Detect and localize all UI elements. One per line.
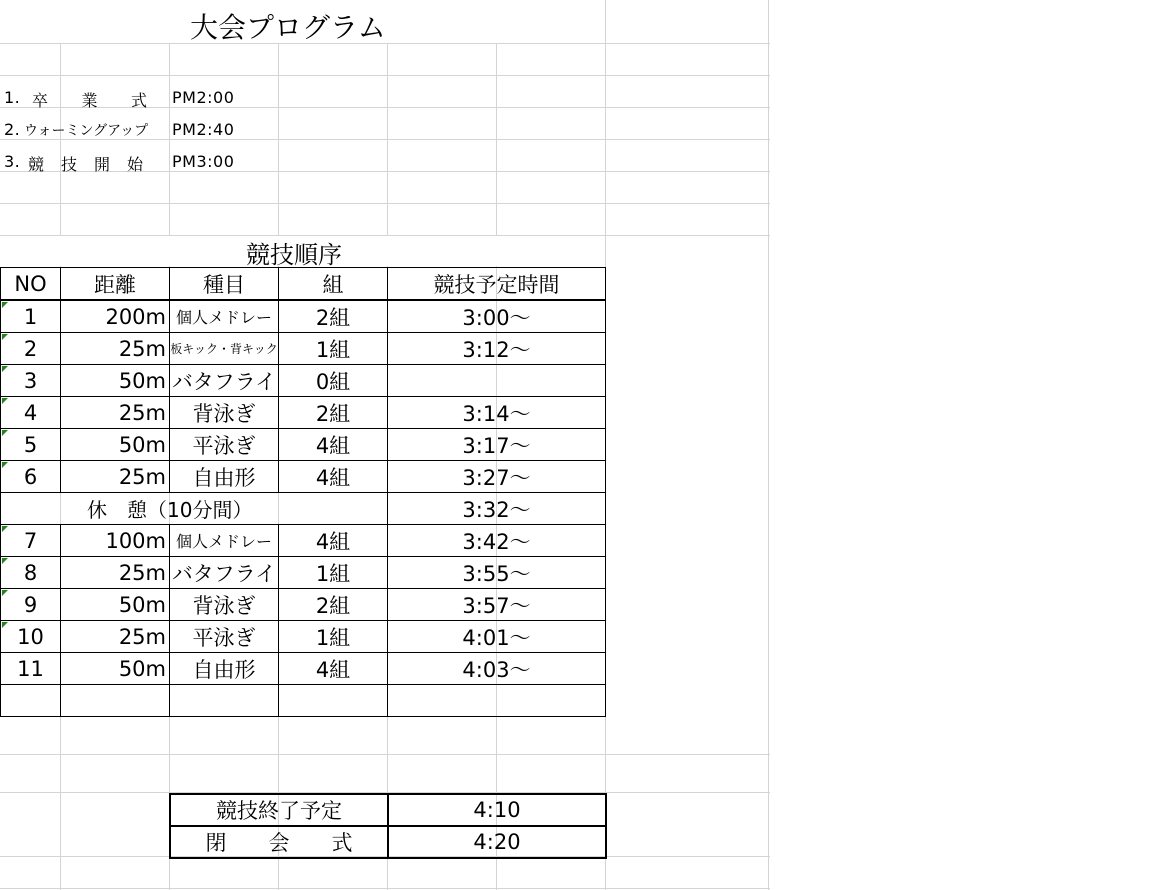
schedule-number: 1. — [4, 88, 21, 107]
table-header-row — [1, 268, 606, 301]
schedule-name: 競 技 開 始 — [28, 155, 144, 174]
summary-value[interactable]: 4:10 — [388, 794, 606, 826]
summary-row — [170, 794, 606, 826]
empty-row — [1, 685, 606, 717]
cell-time[interactable]: 3:12〜 — [388, 333, 606, 365]
table-row — [1, 621, 606, 653]
cell-time[interactable]: 3:00〜 — [388, 300, 606, 333]
cell-no[interactable]: 8 — [1, 557, 61, 589]
table-row — [1, 525, 606, 557]
grid-line — [0, 75, 770, 76]
table-row — [1, 589, 606, 621]
table-row — [1, 365, 606, 397]
cell-time[interactable]: 3:55〜 — [388, 557, 606, 589]
competition-order-table — [0, 267, 606, 717]
page-title: 大会プログラム — [190, 11, 386, 44]
cell-time[interactable]: 4:03〜 — [388, 653, 606, 685]
break-label[interactable]: 休 憩（10分間） — [1, 493, 388, 525]
cell-group[interactable]: 1組 — [279, 333, 388, 365]
cell-time[interactable]: 3:27〜 — [388, 461, 606, 493]
summary-row — [170, 826, 606, 858]
empty-cell[interactable] — [279, 685, 388, 717]
cell-event[interactable]: 個人メドレー — [170, 525, 279, 557]
break-row — [1, 493, 606, 525]
column-header-no: NO — [1, 268, 61, 301]
cell-group[interactable]: 2組 — [279, 397, 388, 429]
cell-event[interactable]: 板キック・背キック — [170, 333, 279, 365]
schedule-name: 卒 業 式 — [32, 91, 148, 110]
column-header-group: 組 — [279, 268, 388, 301]
cell-distance[interactable]: 25m — [61, 333, 170, 365]
table-row — [1, 300, 606, 333]
column-header-distance: 距離 — [61, 268, 170, 301]
cell-event[interactable]: 背泳ぎ — [170, 397, 279, 429]
cell-time[interactable]: 3:14〜 — [388, 397, 606, 429]
empty-cell[interactable] — [388, 685, 606, 717]
cell-group[interactable]: 4組 — [279, 525, 388, 557]
cell-event[interactable]: 自由形 — [170, 653, 279, 685]
table-row — [1, 397, 606, 429]
empty-cell[interactable] — [170, 685, 279, 717]
cell-no[interactable]: 5 — [1, 429, 61, 461]
column-header-event: 種目 — [170, 268, 279, 301]
cell-no[interactable]: 11 — [1, 653, 61, 685]
schedule-time: PM3:00 — [172, 152, 235, 171]
cell-group[interactable]: 1組 — [279, 557, 388, 589]
empty-cell[interactable] — [61, 685, 170, 717]
grid-line — [768, 0, 769, 890]
cell-time[interactable]: 3:57〜 — [388, 589, 606, 621]
schedule-number: 2. — [4, 120, 21, 139]
table-row — [1, 461, 606, 493]
cell-no[interactable]: 9 — [1, 589, 61, 621]
table-row — [1, 557, 606, 589]
cell-no[interactable]: 10 — [1, 621, 61, 653]
cell-event[interactable]: 自由形 — [170, 461, 279, 493]
table-row — [1, 429, 606, 461]
schedule-number: 3. — [4, 152, 21, 171]
cell-event[interactable]: 平泳ぎ — [170, 621, 279, 653]
summary-table — [169, 793, 607, 859]
cell-distance[interactable]: 50m — [61, 365, 170, 397]
section-title: 競技順序 — [246, 241, 342, 269]
cell-event[interactable]: 平泳ぎ — [170, 429, 279, 461]
cell-time[interactable]: 3:17〜 — [388, 429, 606, 461]
cell-no[interactable]: 2 — [1, 333, 61, 365]
cell-group[interactable]: 1組 — [279, 621, 388, 653]
cell-event[interactable]: バタフライ — [170, 365, 279, 397]
column-header-time: 競技予定時間 — [388, 268, 606, 301]
cell-no[interactable]: 1 — [1, 300, 61, 333]
table-row — [1, 333, 606, 365]
cell-distance[interactable]: 50m — [61, 429, 170, 461]
cell-distance[interactable]: 25m — [61, 461, 170, 493]
cell-event[interactable]: 背泳ぎ — [170, 589, 279, 621]
empty-cell[interactable] — [1, 685, 61, 717]
schedule-time: PM2:40 — [172, 120, 235, 139]
summary-value[interactable]: 4:20 — [388, 826, 606, 858]
schedule-time: PM2:00 — [172, 88, 235, 107]
cell-group[interactable]: 4組 — [279, 653, 388, 685]
cell-group[interactable]: 2組 — [279, 300, 388, 333]
cell-distance[interactable]: 25m — [61, 557, 170, 589]
cell-group[interactable]: 2組 — [279, 589, 388, 621]
cell-distance[interactable]: 25m — [61, 397, 170, 429]
cell-distance[interactable]: 50m — [61, 589, 170, 621]
cell-no[interactable]: 3 — [1, 365, 61, 397]
cell-event[interactable]: 個人メドレー — [170, 300, 279, 333]
cell-time[interactable]: 4:01〜 — [388, 621, 606, 653]
cell-no[interactable]: 6 — [1, 461, 61, 493]
cell-group[interactable]: 4組 — [279, 429, 388, 461]
summary-label[interactable]: 競技終了予定 — [170, 794, 388, 826]
cell-group[interactable]: 0組 — [279, 365, 388, 397]
cell-distance[interactable]: 50m — [61, 653, 170, 685]
summary-label[interactable]: 閉 会 式 — [170, 826, 388, 858]
cell-no[interactable]: 7 — [1, 525, 61, 557]
grid-line — [0, 754, 770, 755]
cell-time[interactable]: 3:32〜 — [388, 493, 606, 525]
table-row — [1, 653, 606, 685]
cell-no[interactable]: 4 — [1, 397, 61, 429]
cell-time[interactable] — [388, 365, 606, 397]
cell-group[interactable]: 4組 — [279, 461, 388, 493]
schedule-name: ウォーミングアップ — [24, 123, 149, 139]
grid-line — [0, 888, 770, 889]
cell-distance[interactable]: 200m — [61, 300, 170, 333]
cell-event[interactable]: バタフライ — [170, 557, 279, 589]
grid-line — [0, 203, 770, 204]
cell-distance[interactable]: 25m — [61, 621, 170, 653]
cell-time[interactable]: 3:42〜 — [388, 525, 606, 557]
cell-distance[interactable]: 100m — [61, 525, 170, 557]
